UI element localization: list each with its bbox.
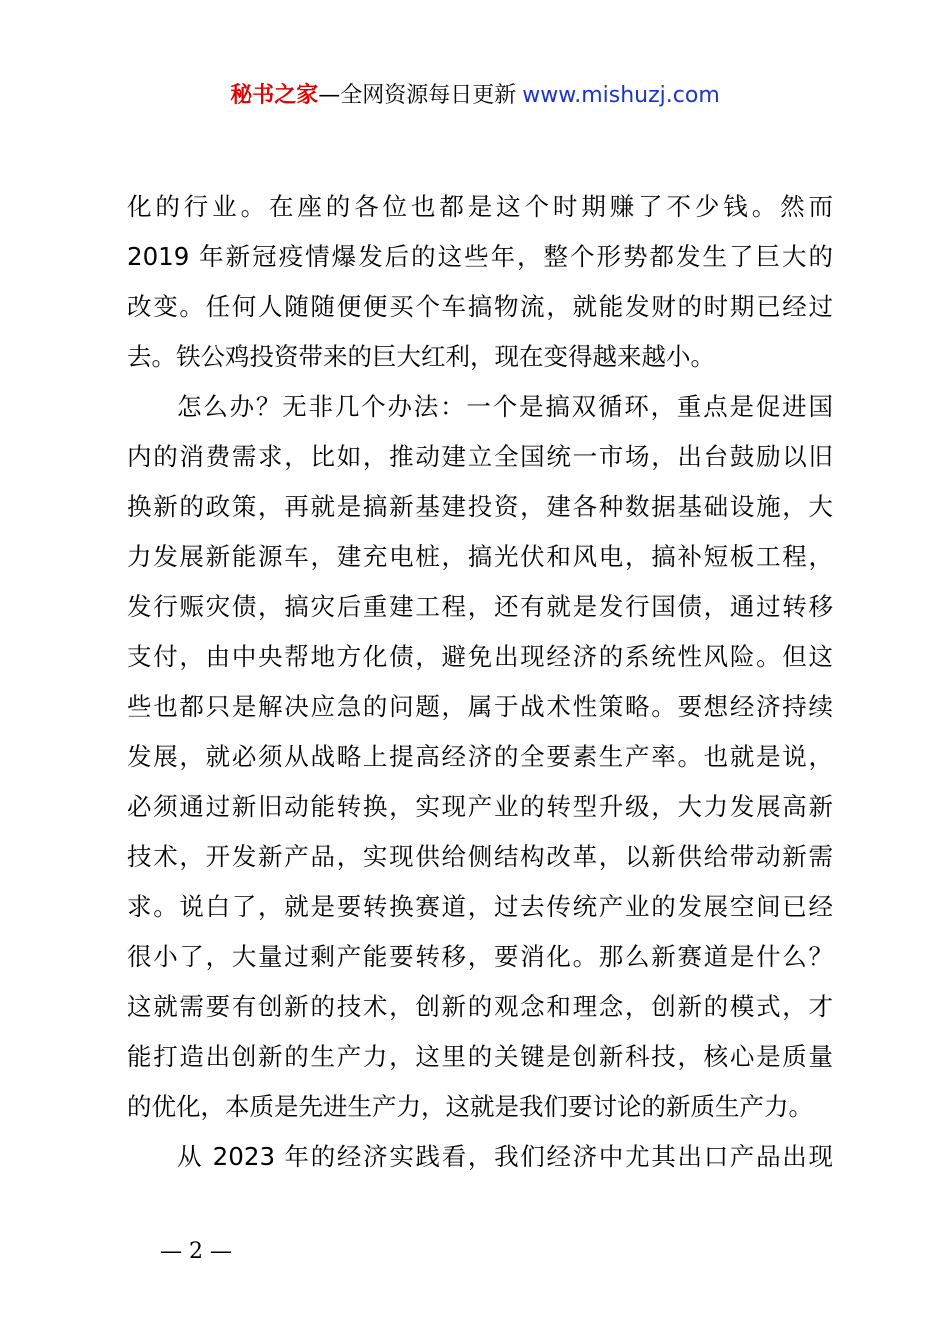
body-line: 这就需要有创新的技术，创新的观念和理念，创新的模式，才 xyxy=(127,992,833,1021)
body-line: 必须通过新旧动能转换，实现产业的转型升级，大力发展高新 xyxy=(127,792,833,821)
body-line: 发展，就必须从战略上提高经济的全要素生产率。也就是说， xyxy=(127,742,833,771)
body-line: 很小了，大量过剩产能要转移，要消化。那么新赛道是什么？ xyxy=(127,942,833,971)
body-line: 些也都只是解决应急的问题，属于战术性策略。要想经济持续 xyxy=(127,692,833,721)
body-line: 怎么办？无非几个办法：一个是搞双循环，重点是促进国 xyxy=(177,392,833,421)
body-line: 力发展新能源车，建充电桩，搞光伏和风电，搞补短板工程， xyxy=(127,542,833,571)
banner-tagline: —全网资源每日更新 xyxy=(318,83,517,108)
body-line: 技术，开发新产品，实现供给侧结构改革，以新供给带动新需 xyxy=(127,842,833,871)
body-line: 改变。任何人随随便便买个车搞物流，就能发财的时期已经过 xyxy=(127,292,833,321)
body-line: 发行赈灾债，搞灾后重建工程，还有就是发行国债，通过转移 xyxy=(127,592,833,621)
body-line: 的优化，本质是先进生产力，这就是我们要讨论的新质生产力。 xyxy=(127,1092,813,1121)
body-line: 换新的政策，再就是搞新基建投资，建各种数据基础设施，大 xyxy=(127,492,833,521)
body-line: 化的行业。在座的各位也都是这个时期赚了不少钱。然而 xyxy=(127,192,833,221)
body-line: 求。说白了，就是要转换赛道，过去传统产业的发展空间已经 xyxy=(127,892,833,921)
site-url-link[interactable]: www.mishuzj.com xyxy=(522,83,720,108)
document-body xyxy=(127,182,833,1182)
body-line: 去。铁公鸡投资带来的巨大红利，现在变得越来越小。 xyxy=(127,342,715,371)
body-line: 支付，由中央帮地方化债，避免出现经济的系统性风险。但这 xyxy=(127,642,833,671)
brand-name: 秘书之家 xyxy=(230,83,319,108)
body-line: 从 2023 年的经济实践看，我们经济中尤其出口产品出现 xyxy=(177,1142,833,1171)
body-line: 能打造出创新的生产力，这里的关键是创新科技，核心是质量 xyxy=(127,1042,833,1071)
site-banner xyxy=(0,80,950,112)
body-line: 内的消费需求，比如，推动建立全国统一市场，出台鼓励以旧 xyxy=(127,442,833,471)
body-line: 2019 年新冠疫情爆发后的这些年，整个形势都发生了巨大的 xyxy=(127,242,833,271)
page-number: — 2 — xyxy=(160,1239,232,1264)
